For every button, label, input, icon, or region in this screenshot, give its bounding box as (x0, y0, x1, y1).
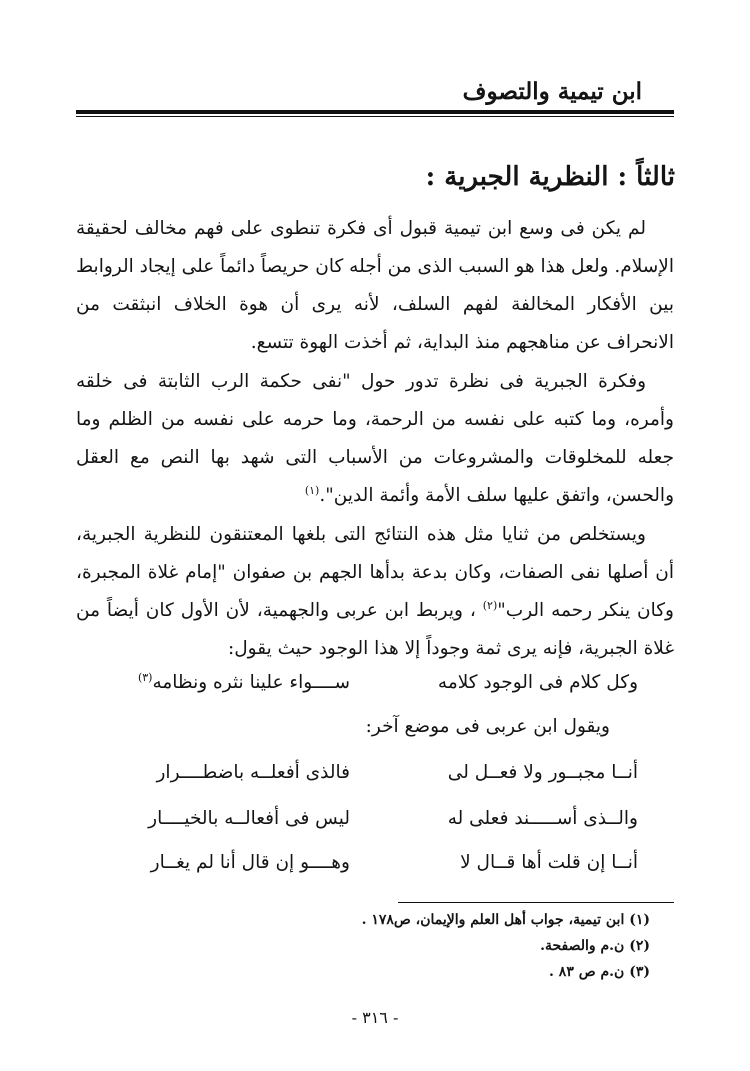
paragraph-3-text-a: ويستخلص من ثنايا مثل هذه النتائج التى بلغها المعتنقون للنظرية الجبرية، أن أصلها نفى الصفات، وكان بدعة بدأها الجهم بن صفوان "إمام غلاة المجبرة، وكان ينكر رحمه الرب" (76, 524, 674, 621)
paragraph-1-text: لم يكن فى وسع ابن تيمية قبول أى فكرة تنطوى على فهم مخالف لحقيقة الإسلام. ولعل هذا هو السبب الذى من أجله كان حريصاً دائماً على إيجاد الروابط بين الأفكار المخالفة لفهم السلف، لأنه يرى أن هوة الخلاف انبثقت من الانحراف عن مناهجهم منذ البداية، ثم أخذت الهوة تتسع. (76, 218, 674, 353)
footnote-ref-1: (١) (304, 483, 320, 497)
paragraph-1 (76, 210, 674, 362)
verse-2-right: أنــا مجبــور ولا فعــل لى (447, 762, 638, 783)
paragraph-2 (76, 363, 674, 515)
paragraph-3 (76, 516, 674, 668)
verse-4-left: وهــــو إن قال أنا لم يغــار (150, 852, 350, 873)
paragraph-3-body (76, 516, 674, 668)
paragraph-2-body (76, 363, 674, 515)
page-number: - ٣١٦ - (351, 1008, 399, 1027)
section-heading: ثالثاً : النظرية الجبرية : (425, 162, 675, 192)
verse-1-left (138, 672, 350, 693)
footnote-ref-3: (٣) (137, 670, 153, 684)
footnote-divider (398, 902, 674, 903)
verse-3-left: ليس فى أفعالــه بالخيــــار (148, 808, 350, 829)
verse-4-right: أنــا إن قلت أها قــال لا (460, 852, 638, 873)
header-rule-thin (76, 116, 674, 117)
paragraph-2-text: وفكرة الجبرية فى نظرة تدور حول "نفى حكمة الرب الثابتة فى خلقه وأمره، وما كتبه على نفسه من الرحمة، وما حرمه على نفسه من الظلم وما جعله للمخلوقات والمشروعات من الأسباب التى شهد بها النص مع العقل والحسن، واتفق عليها سلف الأمة وأئمة الدين". (76, 371, 674, 506)
verse-1-left-text: ســــواء علينا نثره ونظامه (152, 672, 350, 693)
paragraph-3-text-b: ، ويربط ابن عربى والجهمية، لأن الأول كان أيضاً من غلاة الجبرية، فإنه يرى ثمة وجوداً إلا هذا الوجود حيث يقول: (76, 600, 674, 659)
footnote-ref-2: (٢) (482, 598, 498, 612)
footnote-2: (٢) ن.م والصفحة. (540, 938, 650, 954)
header-rule (76, 110, 674, 114)
verse-3-right: والــذى أســـــند فعلى له (447, 808, 638, 829)
verse-1-right: وكل كلام فى الوجود كلامه (437, 672, 638, 693)
running-header-title: ابن تيمية والتصوف (462, 78, 642, 105)
footnote-1: (١) ابن تيمية، جواب أهل العلم والإيمان، ص١٧٨ . (361, 912, 650, 928)
verse-intro: ويقول ابن عربى فى موضع آخر: (365, 716, 610, 737)
footnote-3: (٣) ن.م ص ٨٣ . (549, 964, 650, 980)
verse-2-left: فالذى أفعلــه باضطــــرار (156, 762, 350, 783)
